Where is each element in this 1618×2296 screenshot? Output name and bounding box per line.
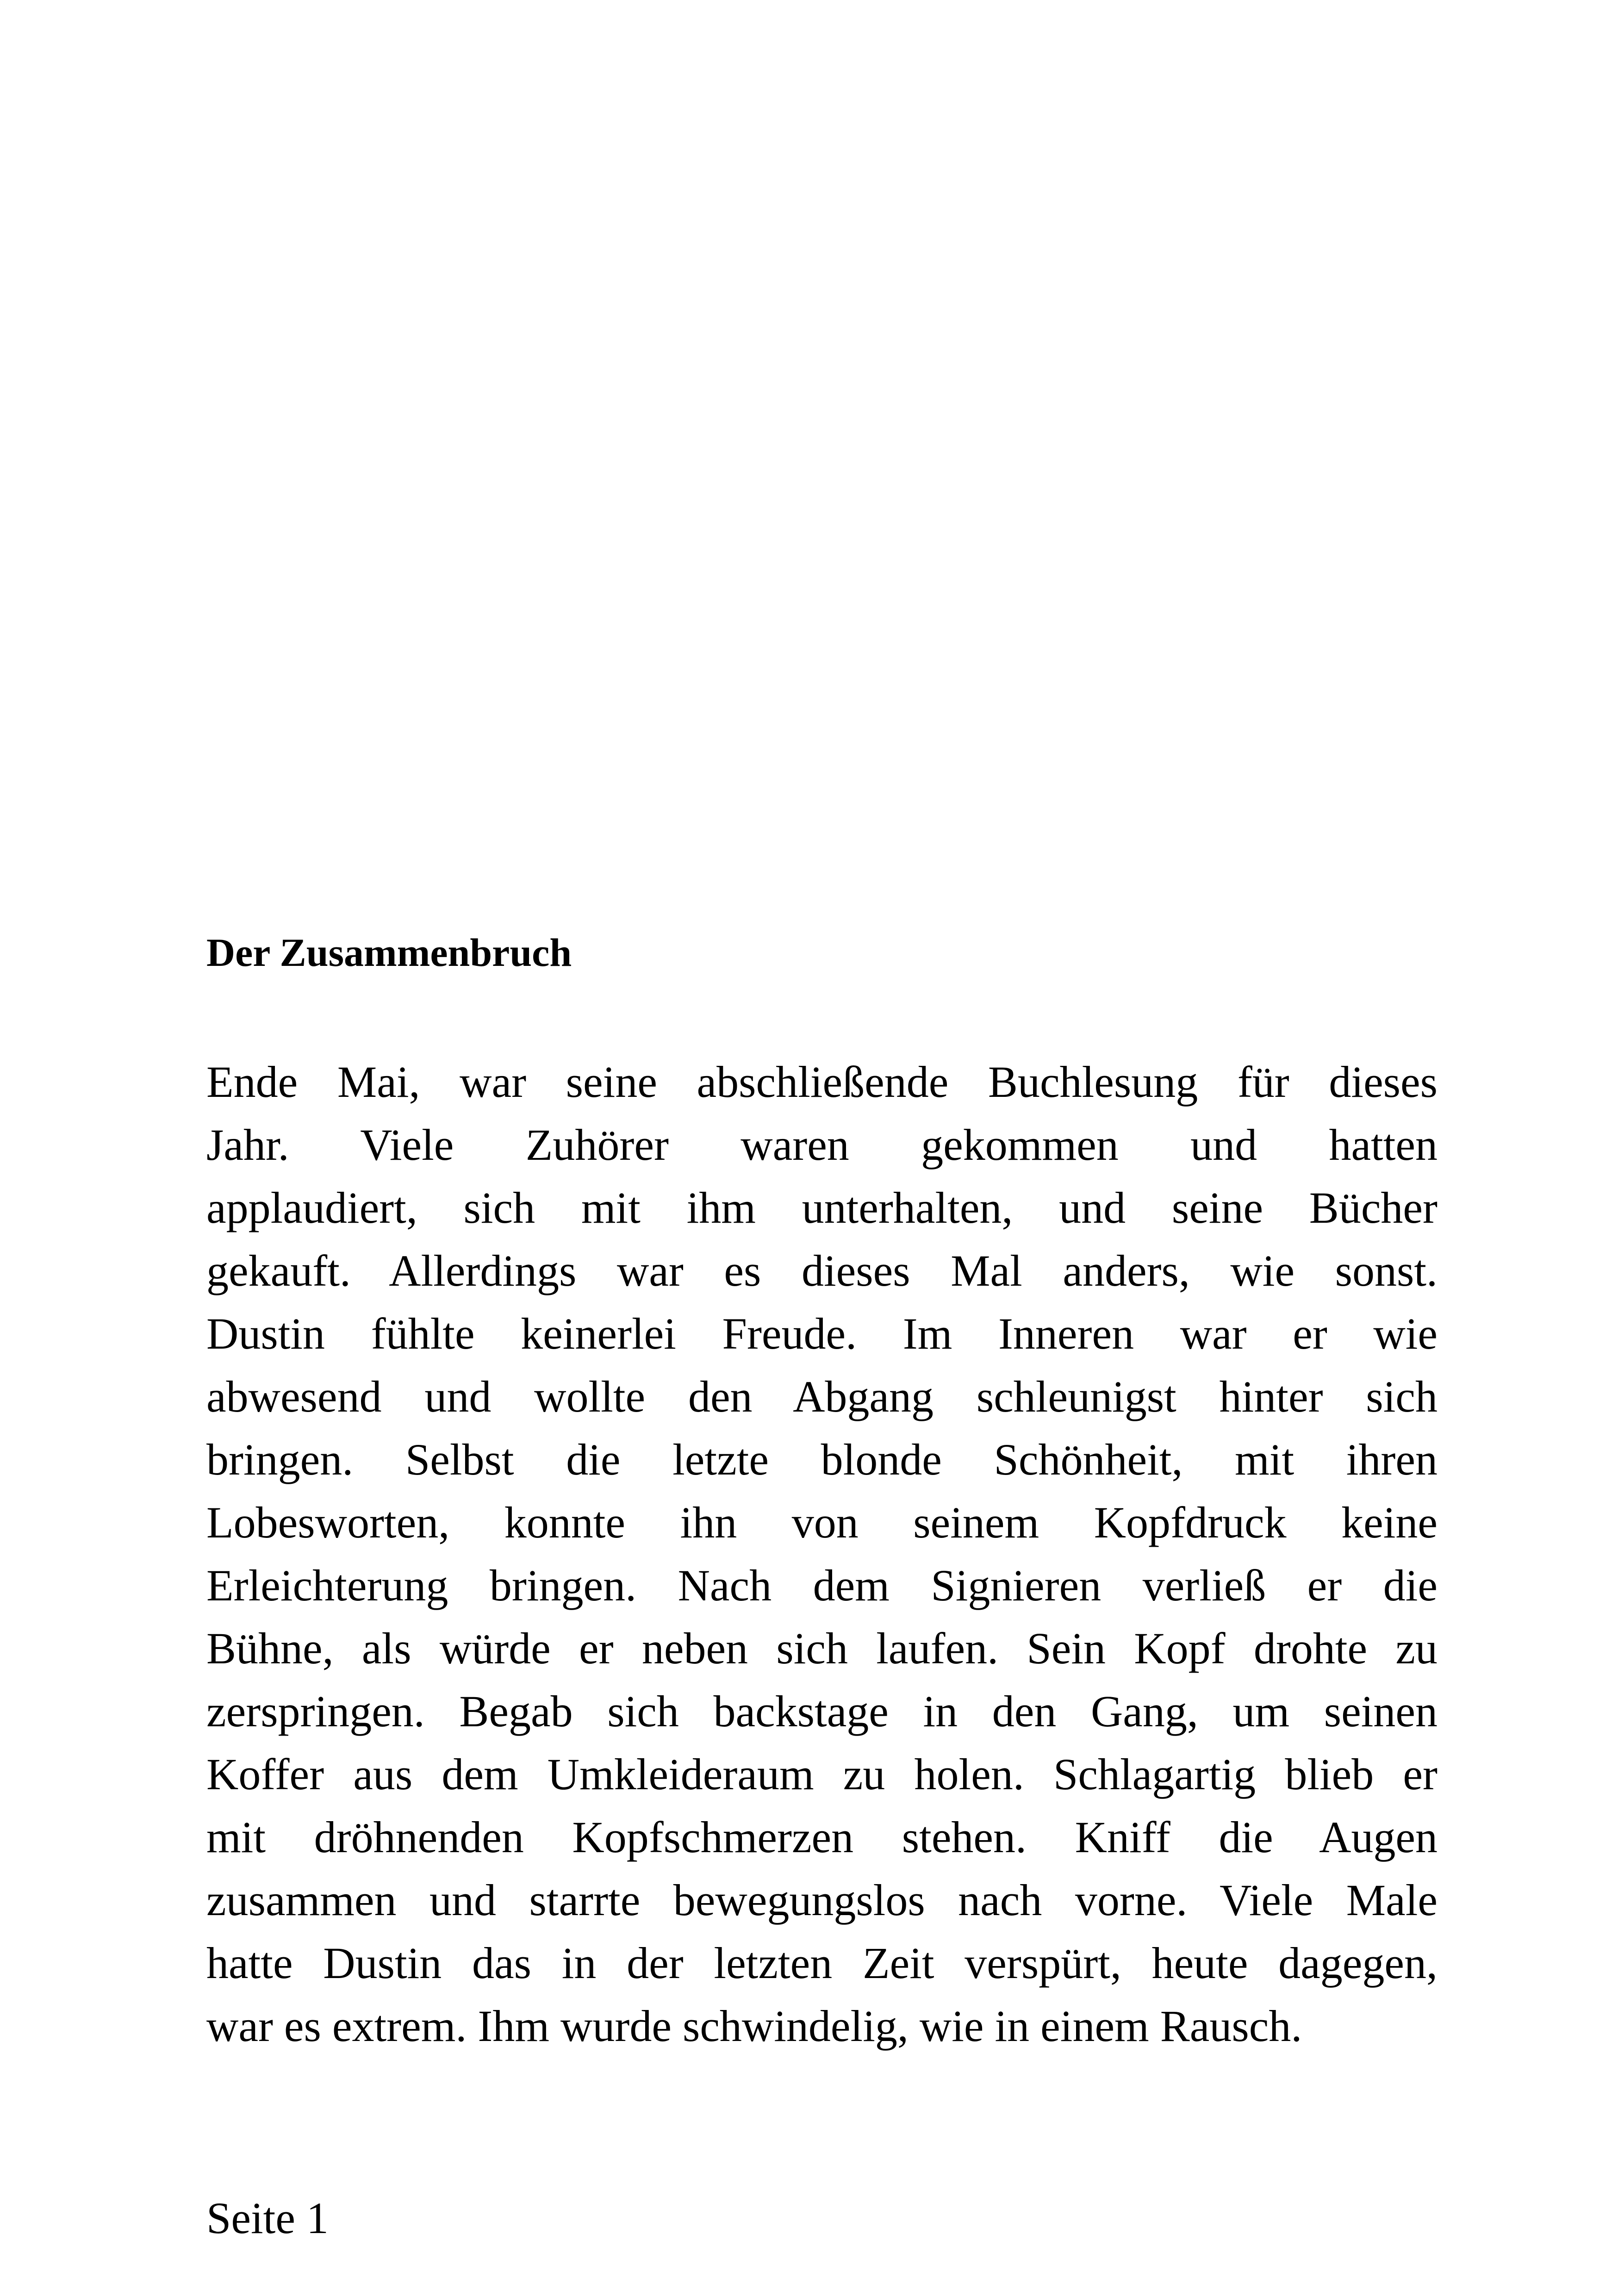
text-line: Lobesworten, konnte ihn von seinem Kopfdruck keine (206, 1498, 1438, 1547)
text-line: Koffer aus dem Umkleideraum zu holen. Schlagartig blieb er (206, 1749, 1438, 1799)
text-line: zerspringen. Begab sich backstage in den Gang, um seinen (206, 1686, 1438, 1736)
text-line: Ende Mai, war seine abschließende Buchlesung für dieses (206, 1057, 1438, 1107)
text-line: mit dröhnenden Kopfschmerzen stehen. Kniff die Augen (206, 1812, 1438, 1862)
text-line: gekauft. Allerdings war es dieses Mal anders, wie sonst. (206, 1246, 1438, 1295)
text-line: Bühne, als würde er neben sich laufen. Sein Kopf drohte zu (206, 1624, 1438, 1673)
chapter-title: Der Zusammenbruch (206, 930, 572, 975)
body-paragraph (206, 1051, 1438, 2058)
text-line: Jahr. Viele Zuhörer waren gekommen und hatten (206, 1120, 1438, 1170)
text-line: bringen. Selbst die letzte blonde Schönheit, mit ihren (206, 1435, 1438, 1484)
text-line: war es extrem. Ihm wurde schwindelig, wie in einem Rausch. (206, 2001, 1302, 2051)
text-line: hatte Dustin das in der letzten Zeit verspürt, heute dagegen, (206, 1938, 1438, 1988)
page-number: Seite 1 (206, 2193, 329, 2243)
text-line: zusammen und starrte bewegungslos nach vorne. Viele Male (206, 1875, 1438, 1925)
text-line: applaudiert, sich mit ihm unterhalten, und seine Bücher (206, 1183, 1438, 1232)
text-line: abwesend und wollte den Abgang schleunigst hinter sich (206, 1372, 1438, 1421)
text-line: Dustin fühlte keinerlei Freude. Im Inneren war er wie (206, 1309, 1438, 1358)
text-line: Erleichterung bringen. Nach dem Signieren verließ er die (206, 1561, 1438, 1610)
